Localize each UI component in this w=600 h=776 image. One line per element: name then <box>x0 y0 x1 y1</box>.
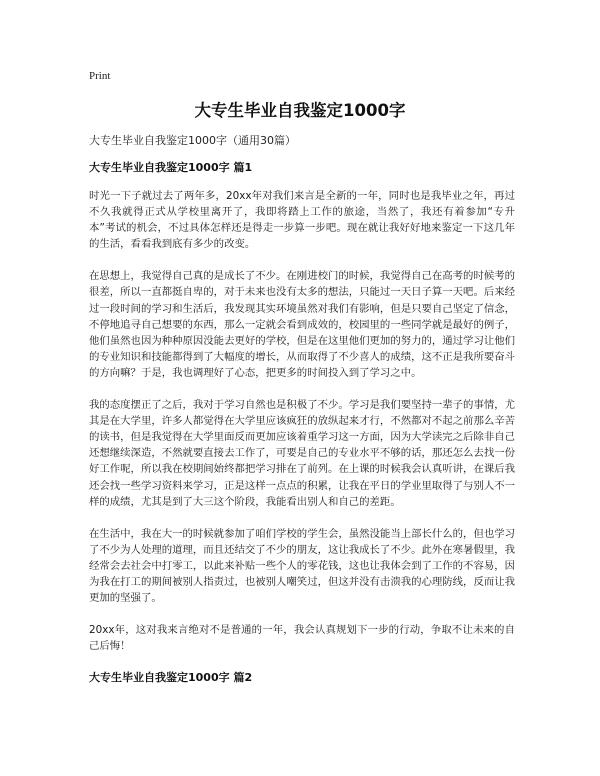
print-link[interactable]: Print <box>89 70 111 82</box>
paragraph-2: 在思想上，我觉得自己真的是成长了不少。在刚进校门的时候，我觉得自己在高考的时候考的很差，所以一直都挺自卑的，对于未来也没有太多的想法，只能过一天日子算一天吧。后来经过一段时间的学习和生活后，我发现其实环境虽然对我们有影响，但是只要自己坚定了信念，不停地追寻自己想要的东西，那么一定就会看到成效的，校园里的一些同学就是最好的例子，他们虽然也因为种种原因没能去更好的学校，但是在这里他们更加的努力的，通过学习让他们的专业知识和技能都得到了大幅度的增长，从而取得了不少喜人的成绩，这不正是我所要奋斗的方向嘛？于是，我也调理好了心态，把更多的时间投入到了学习之中。 <box>89 270 516 379</box>
paragraph-4: 在生活中，我在大一的时候就参加了咱们学校的学生会，虽然没能当上部长什么的，但也学习了不少为人处理的道理，而且还结交了不少的朋友，这让我成长了不少。此外在寒暑假里，我经常会去社会中打零工，以此来补贴一些个人的零花钱，这也让我体会到了工作的不容易，因为我在打工的期间被别人指责过，也被别人嘲笑过，但这并没有击溃我的心理防线，反而让我更加的坚强了。 <box>89 527 516 605</box>
section-heading-1: 大专生毕业自我鉴定1000字 篇1 <box>89 161 253 174</box>
document-title: 大专生毕业自我鉴定1000字 <box>194 101 406 120</box>
section-heading-2: 大专生毕业自我鉴定1000字 篇2 <box>89 671 253 685</box>
paragraph-5: 20xx年，这对我来言绝对不是普通的一年，我会认真规划下一步的行动，争取不让未来的自己后悔！ <box>89 624 515 653</box>
paragraph-3: 我的态度摆正了之后，我对于学习自然也是积极了不少。学习是我们要坚持一辈子的事情，尤其是在大学里，许多人都觉得在大学里应该疯狂的放纵起来才行，不然都对不起之前那么辛苦的读书，但是我觉得在大学里面反而更加应该着重学习这一方面，因为大学读完之后除非自己还想继续深造，不然就要直接去工作了，可要是自己的专业水平不够的话，那还怎么去找一份好工作呢，所以我在校期间始终都把学习排在了前列。在上课的时候我会认真听讲，在课后我还会找一些学习资料来学习，正是这样一点点的积累，让我在平日的学业里取得了与别人不一样的成绩，尤其是到了大三这个阶段，我能看出别人和自己的差距。 <box>89 399 516 508</box>
document-content <box>89 133 515 698</box>
document-subtitle: 大专生毕业自我鉴定1000字（通用30篇） <box>89 134 296 147</box>
paragraph-1: 时光一下子就过去了两年多，20xx年对我们来言是全新的一年，同时也是我毕业之年，再过不久我就得正式从学校里离开了，我即将踏上工作的旅途，当然了，我还有着参加“专升本”考试的机会，不过具体怎样还是得走一步算一步吧。现在就让我好好地来鉴定一下这几年的生活，看看我到底有多少的改变。 <box>89 190 515 251</box>
